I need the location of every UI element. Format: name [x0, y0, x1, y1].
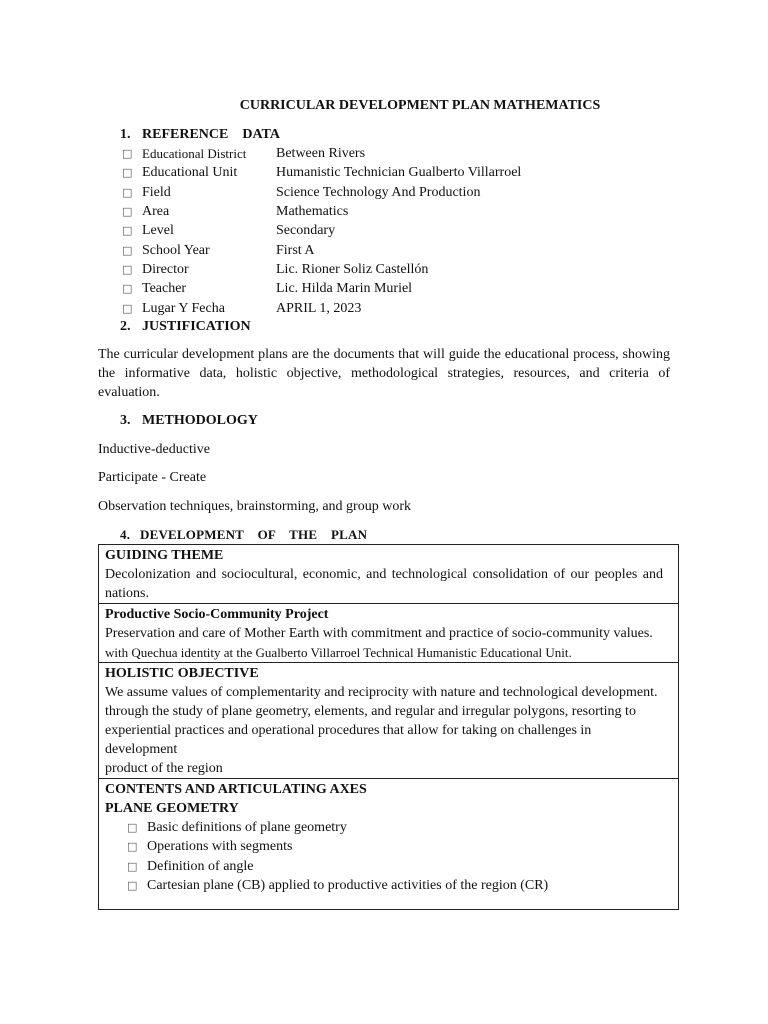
section-number: 3. [120, 413, 131, 428]
list-item-text: Definition of angle [147, 858, 254, 874]
reference-label: Area [142, 204, 170, 220]
reference-label: Teacher [142, 281, 187, 297]
reference-row [122, 260, 682, 279]
cell-title: Productive Socio-Community Project [105, 607, 329, 622]
checkbox-bullet-icon [127, 876, 147, 895]
section-title: METHODOLOGY [142, 413, 258, 428]
section-number: 4. [120, 527, 131, 542]
cell-text: through the study of plane geometry, elements, and regular and irregular polygons, resorting to [105, 704, 636, 719]
checkbox-bullet-icon [122, 221, 142, 240]
list-item [127, 857, 663, 876]
development-section-heading [120, 525, 367, 544]
list-item [127, 837, 663, 856]
reference-label: Educational District [142, 146, 247, 162]
reference-value: First A [276, 242, 315, 258]
reference-value: Lic. Hilda Marin Muriel [276, 281, 413, 297]
cell-subtitle: PLANE GEOMETRY [105, 801, 239, 816]
cell-text: experiential practices and operational procedures that allow for taking on challenges in development [105, 723, 592, 757]
holistic-objective-cell [99, 663, 678, 779]
cell-text: We assume values of complementarity and reciprocity with nature and technological development. [105, 685, 658, 700]
reference-label: Lugar Y Fecha [142, 300, 225, 316]
reference-value: Humanistic Technician Gualberto Villarroel [276, 165, 522, 181]
section-title: JUSTIFICATION [142, 319, 251, 334]
reference-label: Field [142, 184, 171, 200]
reference-value: Science Technology And Production [276, 184, 481, 200]
checkbox-bullet-icon [122, 163, 142, 182]
checkbox-bullet-icon [127, 857, 147, 876]
reference-label: Educational Unit [142, 165, 238, 181]
reference-data-list [122, 144, 682, 318]
cell-text: with Quechua identity at the Gualberto Villarroel Technical Humanistic Educational Unit. [105, 645, 572, 660]
document-title: CURRICULAR DEVELOPMENT PLAN MATHEMATICS [239, 98, 601, 113]
reference-row [122, 279, 682, 298]
reference-value: Between Rivers [276, 146, 366, 162]
checkbox-bullet-icon [127, 837, 147, 856]
cell-title: GUIDING THEME [105, 548, 224, 563]
checkbox-bullet-icon [122, 299, 142, 318]
list-item-text: Basic definitions of plane geometry [147, 820, 347, 836]
cell-text: Preservation and care of Mother Earth with commitment and practice of socio-community values. [105, 626, 653, 641]
cell-text: Decolonization and sociocultural, economic, and technological consolidation of our peoples and nations. [105, 567, 663, 601]
development-plan-table [98, 544, 679, 910]
reference-row [122, 163, 682, 182]
contents-list [105, 818, 663, 909]
methodology-section-heading [120, 411, 258, 430]
checkbox-bullet-icon [127, 818, 147, 837]
reference-row [122, 202, 682, 221]
checkbox-bullet-icon [122, 260, 142, 279]
reference-row [122, 240, 682, 259]
section-title: DEVELOPMENT OF THE PLAN [140, 527, 368, 542]
cell-title: HOLISTIC OBJECTIVE [105, 666, 259, 681]
reference-value: Mathematics [276, 204, 349, 220]
list-item [127, 818, 663, 837]
justification-paragraph: The curricular development plans are the documents that will guide the educational process, showing the informative data, holistic objective, methodological strategies, resources, and criteria of evaluation. [98, 347, 670, 400]
reference-row [122, 298, 682, 317]
reference-value: Secondary [276, 223, 336, 239]
section-number: 2. [120, 319, 131, 334]
reference-label: Director [142, 261, 189, 277]
checkbox-bullet-icon [122, 183, 142, 202]
cell-title: CONTENTS AND ARTICULATING AXES [105, 782, 367, 797]
checkbox-bullet-icon [122, 241, 142, 260]
reference-row [122, 144, 682, 163]
reference-value: Lic. Rioner Soliz Castellón [276, 261, 429, 277]
justification-section-heading [120, 317, 251, 336]
list-item-text: Cartesian plane (CB) applied to productive activities of the region (CR) [147, 878, 549, 894]
checkbox-bullet-icon [122, 144, 142, 163]
reference-section-heading [120, 125, 280, 144]
reference-value: APRIL 1, 2023 [276, 300, 362, 316]
list-item-text: Operations with segments [147, 839, 293, 855]
list-item [127, 876, 663, 895]
guiding-theme-cell [99, 545, 678, 604]
reference-row [122, 183, 682, 202]
reference-label: Level [142, 223, 174, 239]
reference-label: School Year [142, 242, 210, 258]
methodology-item: Participate - Create [98, 470, 207, 485]
project-cell [99, 604, 678, 663]
checkbox-bullet-icon [122, 202, 142, 221]
contents-cell [99, 779, 678, 909]
checkbox-bullet-icon [122, 279, 142, 298]
section-title: REFERENCE DATA [142, 127, 280, 142]
methodology-item: Observation techniques, brainstorming, and group work [98, 499, 411, 514]
cell-text: product of the region [105, 761, 223, 776]
section-number: 1. [120, 127, 131, 142]
methodology-item: Inductive-deductive [98, 442, 210, 457]
reference-row [122, 221, 682, 240]
